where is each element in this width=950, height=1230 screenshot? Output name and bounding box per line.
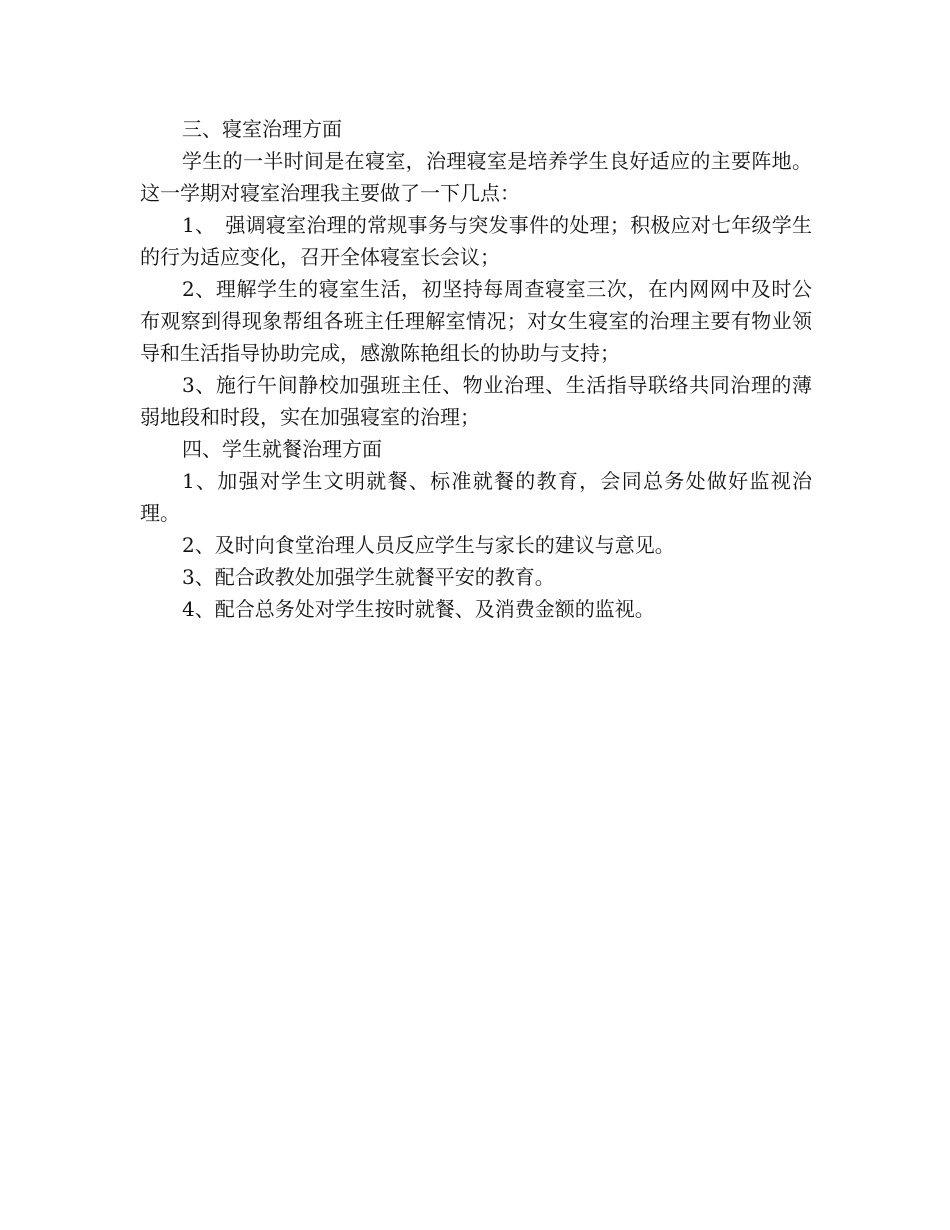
paragraph-dormitory-intro: 学生的一半时间是在寝室，治理寝室是培养学生良好适应的主要阵地。这一学期对寝室治理我主要做了一下几点： [140, 149, 812, 205]
list-item-dining-3: 3、配合政教处加强学生就餐平安的教育。 [182, 565, 555, 589]
list-item-dining-2: 2、及时向食堂治理人员反应学生与家长的建议与意见。 [182, 533, 675, 557]
list-item-dormitory-2: 2、理解学生的寝室生活，初坚持每周查寝室三次，在内网网中及时公布观察到得现象帮组各班主任理解室情况；对女生寝室的治理主要有物业领导和生活指导协助完成，感激陈艳组长的协助与支持； [140, 277, 812, 365]
list-item-dormitory-1: 1、 强调寝室治理的常规事务与突发事件的处理；积极应对七年级学生的行为适应变化，召开全体寝室长会议； [140, 213, 812, 269]
document-body [140, 113, 812, 625]
section-heading-dormitory: 三、寝室治理方面 [182, 117, 342, 141]
list-item-dining-1: 1、加强对学生文明就餐、标准就餐的教育，会同总务处做好监视治理。 [140, 469, 812, 525]
list-item-dining-4: 4、配合总务处对学生按时就餐、及消费金额的监视。 [182, 597, 655, 621]
list-item-dormitory-3: 3、施行午间静校加强班主任、物业治理、生活指导联络共同治理的薄弱地段和时段，实在加强寝室的治理； [140, 373, 812, 429]
section-heading-dining: 四、学生就餐治理方面 [182, 437, 382, 461]
